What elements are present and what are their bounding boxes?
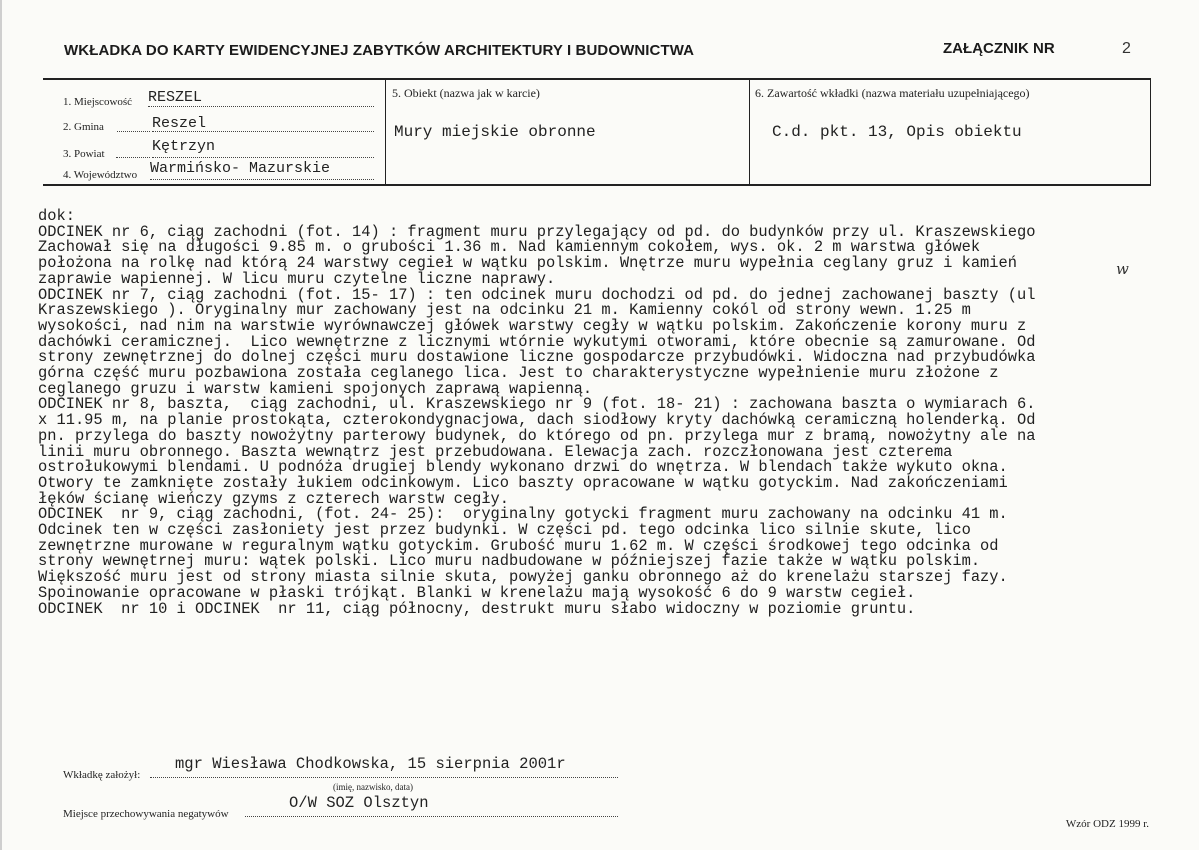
- line-odcinek-8-a: ODCINEK nr 8, baszta, ciąg zachodni, ul. Kraszewskiego nr 9 (fot. 18- 21) : zachowana baszta o wymiarach 6.: [38, 395, 1036, 414]
- line-odcinek-8-c: pn. przylega do baszty nowożytny parterowy budynek, do którego od pn. przylega mur z bramą, nowożytny ale na: [38, 426, 1036, 445]
- handwritten-correction: w: [1116, 260, 1129, 278]
- author-caption: (imię, nazwisko, data): [333, 782, 413, 792]
- storage-label: Miejsce przechowywania negatywów: [63, 808, 229, 820]
- column-divider-1: [385, 78, 386, 186]
- line-odcinek-6-b: Zachował się na długości 9.85 m. o grubości 1.36 m. Nad kamiennym cokołem, wys. ok. 2 m warstwa główek: [38, 238, 981, 257]
- wojewodztwo-dotline: [150, 179, 374, 180]
- storage-value: O/W SOZ Olsztyn: [289, 794, 429, 812]
- wojewodztwo-value: Warmińsko- Mazurskie: [150, 160, 331, 177]
- line-odcinek-9-b: Odcinek ten w części zasłoniety jest przez budynki. W części pd. tego odcinka lico silnie skute, lico: [38, 521, 971, 540]
- line-odcinek-7-c: wysokości, nad nim na warstwie wyrównawczej główek warstwy cegły w wątku polskim. Zakończenie korony muru z: [38, 316, 1027, 335]
- line-odcinek-9-d: strony wewnętrnej muru: wątek polski. Lico muru nadbudowane w późniejszej fazie także w wątku polskim.: [38, 552, 981, 571]
- wojewodztwo-label: 4. Województwo: [63, 169, 138, 181]
- line-odcinek-8-f: Otwory te zamknięte zostały łukiem odcinkowym. Lico baszty opracowane w wątku gotyckim. Nad zakończeniami: [38, 473, 1008, 492]
- annex-label: ZAŁĄCZNIK NR: [943, 40, 1055, 57]
- object-value: Mury miejskie obronne: [394, 123, 596, 141]
- description-text: [38, 209, 1163, 617]
- line-odcinek-7-f: górna część muru pozbawiona została ceglanego lica. Jest to charakterystyczne wypełnienie muru złożone z: [38, 364, 999, 383]
- gmina-dotline-lead: [117, 131, 150, 132]
- object-label: 5. Obiekt (nazwa jak w karcie): [392, 86, 540, 100]
- line-odcinek-9-a: ODCINEK nr 9, ciąg zachodni, (fot. 24- 25): oryginalny gotycki fragment muru zachowany na odcinku 41 m.: [38, 505, 1008, 524]
- line-odcinek-7-d: dachówki ceramicznej. Lico wewnętrzne z licznymi wtórnie wykutymi otworami, które obecnie są zamurowane. Od: [38, 332, 1036, 351]
- line-odcinek-9-c: zewnętrzne murowane w reguralnym wątku gotyckim. Grubość muru 1.62 m. W części środkowej tego odcinka od: [38, 536, 999, 555]
- line-dok: dok:: [38, 207, 75, 225]
- line-odcinek-7-e: strony zewnętrznej do dolnej części muru dostawione liczne gospodarcze przybudówki. Widoczna nad przybudówka: [38, 348, 1036, 367]
- line-odcinek-8-d: linii muru obronnego. Baszta wewnątrz jest przebudowana. Elewacja zach. rozczłonowana jest czterema: [38, 442, 953, 461]
- line-odcinek-6-a: ODCINEK nr 6, ciąg zachodni (fot. 14) : fragment muru przylegający od pd. do budynków przy ul. Kraszewskiego: [38, 222, 1036, 241]
- column-divider-2: [749, 78, 750, 186]
- author-value: mgr Wiesława Chodkowska, 15 sierpnia 2001r: [175, 755, 566, 773]
- content-value: C.d. pkt. 13, Opis obiektu: [772, 123, 1022, 141]
- line-odcinek-10-11: ODCINEK nr 10 i ODCINEK nr 11, ciąg północny, destrukt muru słabo widoczny w poziomie gruntu.: [38, 599, 916, 618]
- template-note: Wzór ODZ 1999 r.: [1065, 818, 1149, 830]
- line-odcinek-7-b: Kraszewskiego ). Oryginalny mur zachowany jest na odcinku 21 m. Kamienny cokól od strony wewn. 1.25 m: [38, 301, 971, 320]
- miejscowosc-dotline: [148, 106, 374, 107]
- annex-number: 2: [1122, 40, 1131, 57]
- miejscowosc-label: 1. Miejscowość: [63, 96, 133, 108]
- miejscowosc-value: RESZEL: [148, 89, 203, 106]
- gmina-dotline: [152, 131, 374, 132]
- powiat-dotline: [152, 157, 374, 158]
- line-odcinek-9-f: Spoinowanie opracowane w płaski trójkąt. Blanki w krenelażu mają wysokość 6 do 9 warstw cegieł.: [38, 583, 916, 602]
- line-odcinek-6-c: położona na rolkę nad którą 24 warstwy cegieł w wątku polskim. Wnętrze muru wypełnia ceglany gruz i kamień: [38, 254, 1018, 273]
- line-odcinek-9-e: Większość muru jest od strony miasta silnie skuta, powyżej ganku obronnego aż do krenelażu starszej fazy.: [38, 568, 1008, 587]
- author-label: Wkładkę założył:: [63, 769, 141, 781]
- powiat-value: Kętrzyn: [152, 138, 216, 155]
- line-odcinek-8-b: x 11.95 m, na planie prostokąta, czterokondygnacjowa, dach siodłowy kryty dachówką ceramiczną holenderką. Od: [38, 411, 1036, 430]
- line-odcinek-8-e: ostrołukowymi blendami. U podnóża drugiej blendy wykonano drzwi do wnętrza. W blendach także wykuto okna.: [38, 458, 1008, 477]
- content-label: 6. Zawartość wkładki (nazwa materiału uzupełniającego): [755, 86, 1030, 100]
- line-odcinek-6-d: zaprawie wapiennej. W licu muru czytelne liczne naprawy.: [38, 269, 556, 288]
- gmina-value: Reszel: [152, 115, 207, 132]
- author-dotline: [150, 777, 618, 778]
- powiat-dotline-lead: [116, 157, 150, 158]
- line-odcinek-7-g: ceglanego gruzu i warstw kamieni spojonych zaprawą wapienną.: [38, 379, 593, 398]
- form-title: WKŁADKA DO KARTY EWIDENCYJNEJ ZABYTKÓW ARCHITEKTURY I BUDOWNICTWA: [64, 42, 695, 59]
- line-odcinek-8-g: łęków ścianę wieńczy gzyms z czterech warstw cegły.: [38, 489, 510, 508]
- gmina-label: 2. Gmina: [63, 121, 104, 133]
- powiat-label: 3. Powiat: [63, 148, 105, 160]
- line-odcinek-7-a: ODCINEK nr 7, ciąg zachodni (fot. 15- 17) : ten odcinek muru dochodzi od pd. do jednej zachowanej baszty (ul: [38, 285, 1036, 304]
- storage-dotline: [245, 816, 618, 817]
